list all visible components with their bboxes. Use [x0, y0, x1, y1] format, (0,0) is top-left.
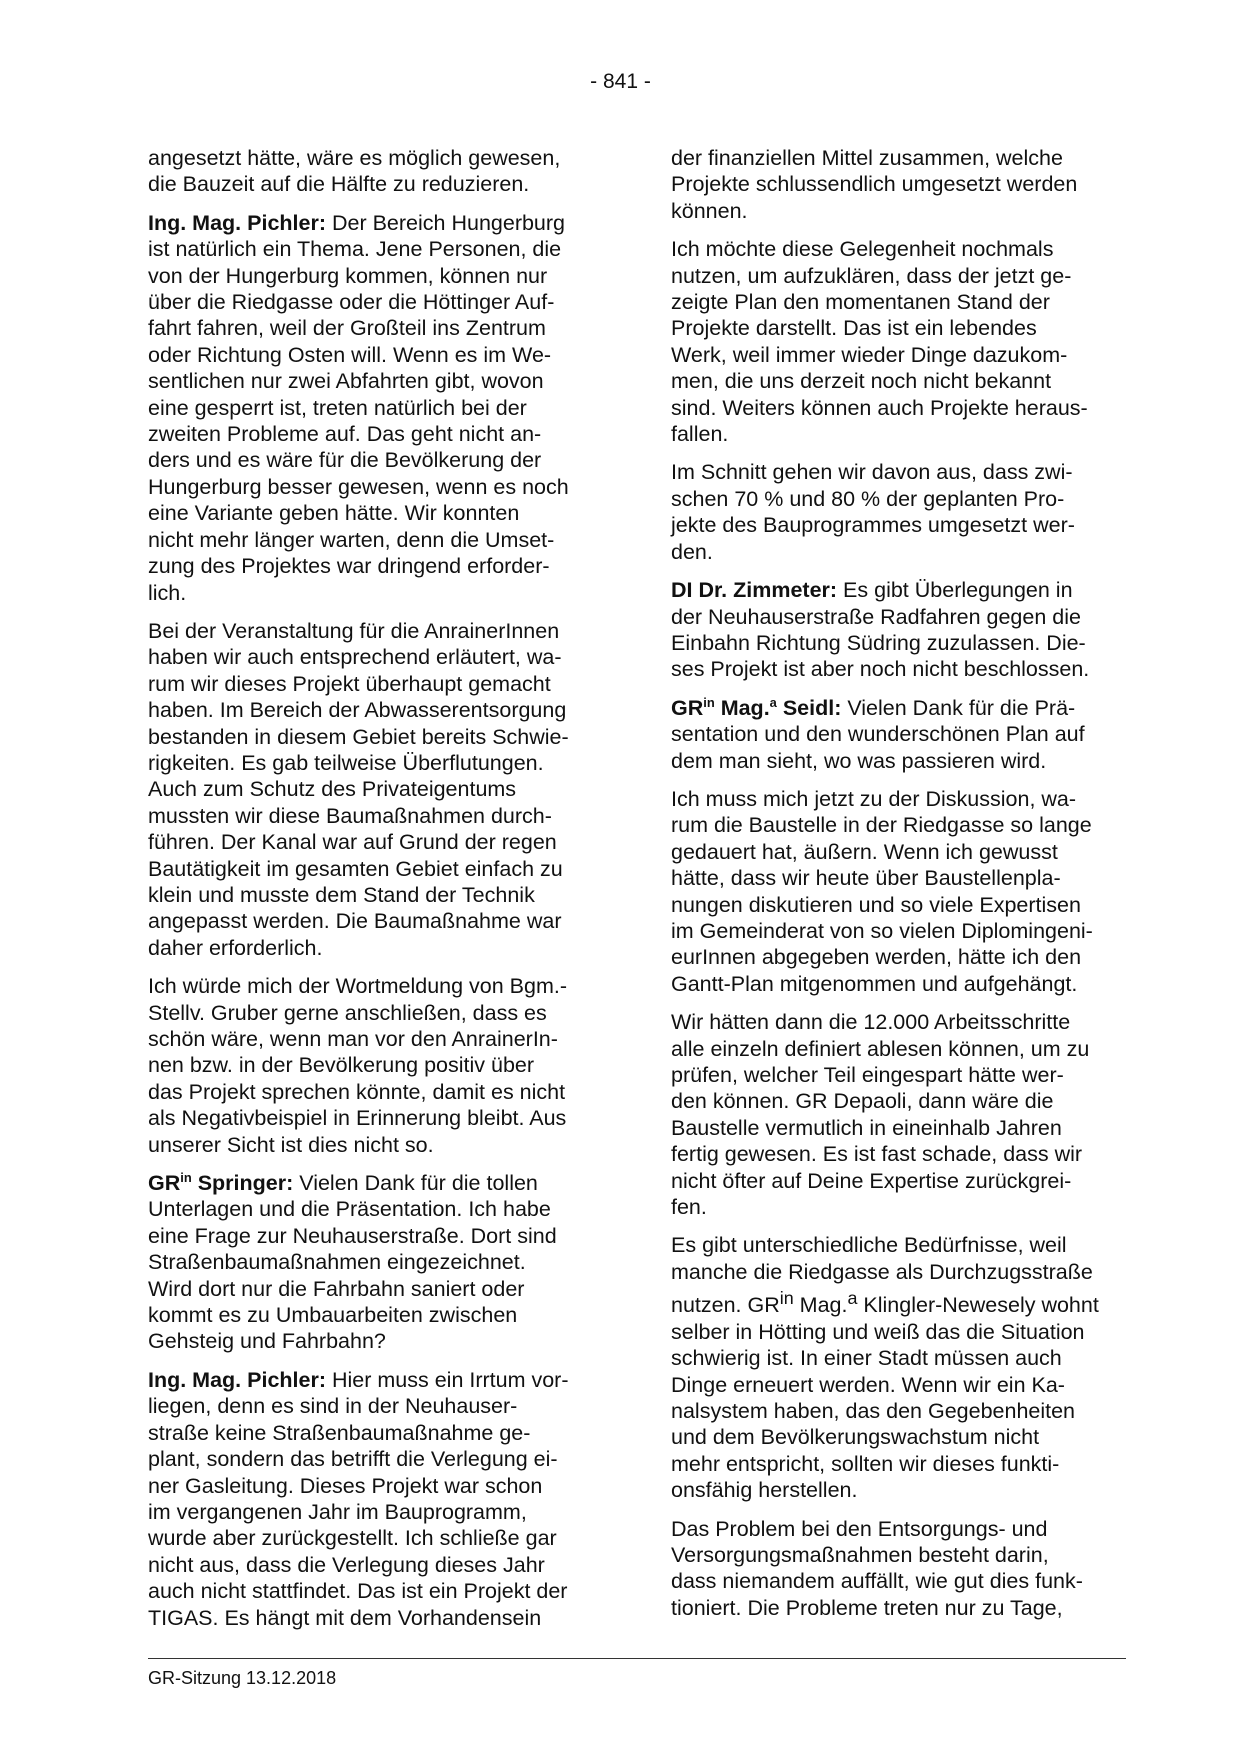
paragraph: Ich muss mich jetzt zu der Diskussion, wa- rum die Baustelle in der Riedgasse so lange gedauert hat, äußern. Wenn ich gewusst hätte, dass wir heute über Baustellenpla- nungen diskutieren und so viele Expertisen im Gemeinderat von so vielen Diplomingeni- eurInnen abgegeben werden, hätte ich den Gantt-Plan mitgenommen und aufgehängt. [671, 786, 1093, 996]
paragraph: angesetzt hätte, wäre es möglich gewesen, die Bauzeit auf die Hälfte zu reduzieren. [148, 146, 561, 197]
paragraph: Bei der Veranstaltung für die AnrainerInnen haben wir auch entsprechend erläutert, wa- rum wir dieses Projekt überhaupt gemacht haben. Im Bereich der Abwasserentsorgung bestanden in diesem Gebiet bereits Schwie- rigkeiten. Es gab teilweise Überflutungen. Auch zum Schutz des Privateigentums mussten wir diese Baumaßnahmen durch- führen. Der Kanal war auf Grund der regen Bautätigkeit im gesamten Gebiet einfach zu klein und musste dem Stand der Technik angepasst werden. Die Baumaßnahme war daher erforderlich. [148, 618, 569, 960]
footer-session-date: GR-Sitzung 13.12.2018 [148, 1668, 337, 1688]
paragraph: der finanziellen Mittel zusammen, welche Projekte schlussendlich umgesetzt werden können. [671, 146, 1078, 223]
right-column [671, 145, 1123, 1633]
paragraph: Ich würde mich der Wortmeldung von Bgm.- Stellv. Gruber gerne anschließen, dass es schön wäre, wenn man vor den AnrainerIn- nen bzw. in der Bevölkerung positiv über das Projekt sprechen könnte, damit es nicht als Negativbeispiel in Erinnerung bleibt. Aus unserer Sicht ist dies nicht so. [148, 974, 568, 1157]
page-number: - 841 - [590, 70, 651, 93]
paragraph: Wir hätten dann die 12.000 Arbeitsschritte alle einzeln definiert ablesen können, um zu prüfen, welcher Teil eingespart hätte wer- den können. GR Depaoli, dann wäre die Baustelle vermutlich in eineinhalb Jahren fertig gewesen. Es ist fast schade, dass wir nicht öfter auf Deine Expertise zurückgrei- fen. [671, 1010, 1090, 1220]
paragraph: Ich möchte diese Gelegenheit nochmals nutzen, um aufzuklären, dass der jetzt ge- zeigte Plan den momentanen Stand der Projekte darstellt. Das ist ein lebendes Werk, weil immer wieder Dinge dazukom- men, die uns derzeit noch nicht bekannt sind. Weiters können auch Projekte heraus- fallen. [671, 237, 1088, 447]
paragraph: DI Dr. Zimmeter: Es gibt Überlegungen in der Neuhauserstraße Radfahren gegen die Einbahn Richtung Südring zuzulassen. Die- ses Projekt ist aber noch nicht beschlossen. [671, 578, 1090, 682]
paragraph: $GR^{in}$ Mag.$^a$ Seidl: Vielen Dank für die Prä- sentation und den wunderschönen Plan auf dem man sieht, wo was passieren wird. [671, 694, 1085, 773]
paragraph: Im Schnitt gehen wir davon aus, dass zwi- schen 70 % und 80 % der geplanten Pro- jekte des Bauprogrammes umgesetzt wer- den. [671, 460, 1075, 564]
speaker-name: $GR^{in}$ Springer: [148, 1169, 294, 1196]
paragraph: Ing. Mag. Pichler: Hier muss ein Irrtum vor- liegen, denn es sind in der Neuhauser- straße keine Straßenbaumaßnahme ge- plant, sondern das betrifft die Verlegung ei- ner Gasleitung. Dieses Projekt war schon im vergangenen Jahr im Bauprogramm, wurde aber zurückgestellt. Ich schließe gar nicht aus, dass die Verlegung dieses Jahr auch nicht stattfindet. Das ist ein Projekt der TIGAS. Es hängt mit dem Vorhandensein [148, 1367, 569, 1630]
paragraph: Das Problem bei den Entsorgungs- und Versorgungsmaßnahmen besteht darin, dass niemandem auffällt, wie gut dies funk- tioniert. Die Probleme treten nur zu Tage, [671, 1516, 1083, 1620]
speaker-name: DI Dr. Zimmeter: [671, 578, 838, 603]
paragraph: Ing. Mag. Pichler: Der Bereich Hungerburg ist natürlich ein Thema. Jene Personen, die von der Hungerburg kommen, können nur über die Riedgasse oder die Höttinger Auf- fahrt fahren, weil der Großteil ins Zentrum oder Richtung Osten will. Wenn es im We- sentlichen nur zwei Abfahrten gibt, wovon eine gesperrt ist, treten natürlich bei der zweiten Probleme auf. Das geht nicht an- ders und es wäre für die Bevölkerung der Hungerburg besser gewesen, wenn es noch eine Variante geben hätte. Wir konnten nicht mehr länger warten, denn die Umset- zung des Projektes war dringend erforder- lich. [148, 210, 569, 605]
paragraph: Es gibt unterschiedliche Bedürfnisse, weil manche die Riedgasse als Durchzugsstraße nutzen. $GR^{in}$ Mag.$^a$ Klingler-Newesely wohnt selber in Hötting und weiß das die Situation schwierig ist. In einer Stadt müssen auch Dinge erneuert werden. Wenn wir ein Ka- nalsystem haben, das den Gegebenheiten und dem Bevölkerungswachstum nicht mehr entspricht, sollten wir dieses funkti- onsfähig herstellen. [671, 1233, 1099, 1503]
speaker-name: Ing. Mag. Pichler: [148, 210, 326, 235]
left-column [148, 145, 600, 1643]
footer-divider [148, 1658, 1126, 1659]
paragraph: $GR^{in}$ Springer: Vielen Dank für die tollen Unterlagen und die Präsentation. Ich habe eine Frage zur Neuhauserstraße. Dort sind Straßenbaumaßnahmen eingezeichnet. Wird dort nur die Fahrbahn saniert oder kommt es zu Umbauarbeiten zwischen Gehsteig und Fahrbahn? [148, 1169, 557, 1354]
speaker-name: $GR^{in}$ Mag.$^a$ Seidl: [671, 694, 842, 720]
speaker-name: Ing. Mag. Pichler: [148, 1367, 326, 1392]
